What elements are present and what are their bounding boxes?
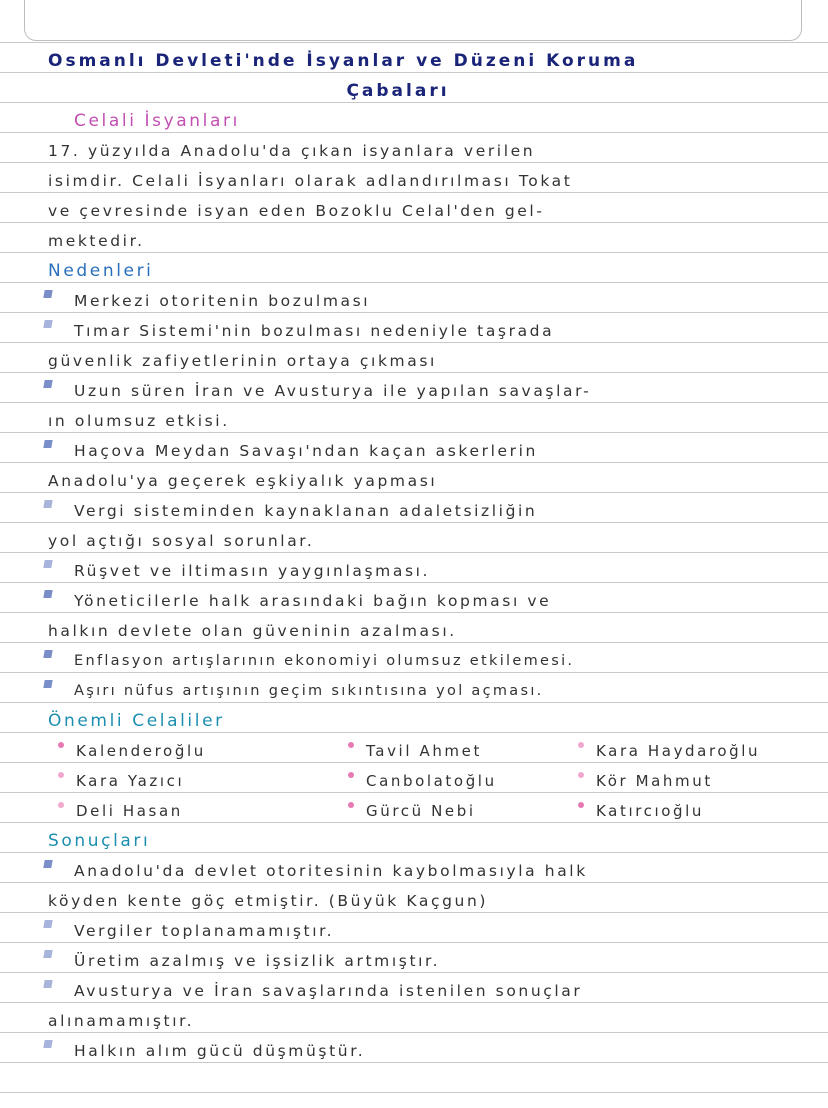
result-text: Halkın alım gücü düşmüştür. — [74, 1042, 366, 1060]
cause-item — [48, 646, 788, 676]
cause-text-cont: Anadolu'ya geçerek eşkiyalık yapması — [48, 472, 438, 490]
result-text: Anadolu'da devlet otoritesinin kaybolmasıyla halk — [74, 862, 588, 880]
celali-label: Tavil Ahmet — [366, 742, 482, 760]
square-bullet-icon — [43, 920, 52, 928]
result-text: Vergiler toplanamamıştır. — [74, 922, 335, 940]
dot-bullet-icon — [58, 802, 64, 808]
square-bullet-icon — [43, 860, 52, 868]
celali-name — [48, 766, 338, 796]
cause-item — [48, 316, 788, 346]
celali-label: Kalenderoğlu — [76, 742, 206, 760]
square-bullet-icon — [43, 440, 52, 448]
cause-item — [48, 556, 788, 586]
result-text: Üretim azalmış ve işsizlik artmıştır. — [74, 952, 441, 970]
square-bullet-icon — [43, 980, 52, 988]
cause-item — [48, 676, 788, 706]
result-item — [48, 916, 788, 946]
celali-name — [338, 796, 568, 826]
result-item — [48, 1036, 788, 1066]
celali-name — [338, 766, 568, 796]
celali-name — [48, 796, 338, 826]
dot-bullet-icon — [348, 802, 354, 808]
result-text: Avusturya ve İran savaşlarında istenilen sonuçlar — [74, 982, 583, 1000]
page-title: Osmanlı Devleti'nde İsyanlar ve Düzeni Koruma — [48, 51, 639, 71]
cause-text: Yöneticilerle halk arasındaki bağın kopması ve — [74, 592, 552, 610]
cause-text: Vergi sisteminden kaynaklanan adaletsizliğin — [74, 502, 538, 520]
square-bullet-icon — [43, 320, 52, 328]
cause-text: Merkezi otoritenin bozulması — [74, 292, 371, 310]
celali-name — [568, 766, 788, 796]
celali-label: Kara Haydaroğlu — [596, 742, 761, 760]
celali-name — [338, 736, 568, 766]
square-bullet-icon — [43, 650, 52, 658]
square-bullet-icon — [43, 1040, 52, 1048]
dot-bullet-icon — [58, 772, 64, 778]
dot-bullet-icon — [578, 742, 584, 748]
intro-line: ve çevresinde isyan eden Bozoklu Celal'den gel- — [48, 202, 545, 220]
square-bullet-icon — [43, 290, 52, 298]
dot-bullet-icon — [348, 772, 354, 778]
cause-text: Aşırı nüfus artışının geçim sıkıntısına yol açması. — [74, 683, 544, 699]
section-heading-onemli: Önemli Celaliler — [48, 711, 225, 731]
cause-text-cont: halkın devlete olan güveninin azalması. — [48, 622, 457, 640]
celali-label: Kara Yazıcı — [76, 772, 185, 790]
celali-label: Deli Hasan — [76, 802, 183, 820]
cause-item — [48, 286, 788, 316]
square-bullet-icon — [43, 500, 52, 508]
intro-line: mektedir. — [48, 232, 145, 250]
intro-line: isimdir. Celali İsyanları olarak adlandırılması Tokat — [48, 172, 573, 190]
dot-bullet-icon — [348, 742, 354, 748]
cause-item — [48, 436, 788, 466]
result-item — [48, 946, 788, 976]
celali-name — [48, 736, 338, 766]
celali-row — [48, 796, 788, 826]
square-bullet-icon — [43, 590, 52, 598]
celali-label: Gürcü Nebi — [366, 802, 476, 820]
square-bullet-icon — [43, 380, 52, 388]
square-bullet-icon — [43, 680, 52, 688]
celali-label: Katırcıoğlu — [596, 802, 705, 820]
celali-row — [48, 736, 788, 766]
section-heading-sonuclari: Sonuçları — [48, 831, 151, 851]
cause-text: Enflasyon artışlarının ekonomiyi olumsuz etkilemesi. — [74, 653, 575, 669]
page-top-border — [24, 0, 802, 41]
cause-text-cont: ın olumsuz etkisi. — [48, 412, 230, 430]
result-item — [48, 856, 788, 886]
square-bullet-icon — [43, 950, 52, 958]
dot-bullet-icon — [578, 772, 584, 778]
cause-item — [48, 496, 788, 526]
result-text-cont: alınamamıştır. — [48, 1012, 195, 1030]
page-title-cont: Çabaları — [346, 81, 450, 101]
celali-label: Kör Mahmut — [596, 772, 713, 790]
dot-bullet-icon — [58, 742, 64, 748]
cause-text: Uzun süren İran ve Avusturya ile yapılan savaşlar- — [74, 382, 592, 400]
cause-text-cont: yol açtığı sosyal sorunlar. — [48, 532, 315, 550]
cause-text: Tımar Sistemi'nin bozulması nedeniyle taşrada — [74, 322, 555, 340]
notes-content — [48, 46, 788, 1066]
square-bullet-icon — [43, 560, 52, 568]
result-text-cont: köyden kente göç etmiştir. (Büyük Kaçgun) — [48, 892, 489, 910]
cause-text: Haçova Meydan Savaşı'ndan kaçan askerlerin — [74, 442, 538, 460]
section-heading-celali: Celali İsyanları — [74, 111, 240, 131]
section-heading-nedenleri: Nedenleri — [48, 261, 154, 281]
intro-line: 17. yüzyılda Anadolu'da çıkan isyanlara verilen — [48, 142, 536, 160]
celali-label: Canbolatoğlu — [366, 772, 497, 790]
dot-bullet-icon — [578, 802, 584, 808]
celali-name — [568, 736, 788, 766]
cause-text-cont: güvenlik zafiyetlerinin ortaya çıkması — [48, 352, 437, 370]
celali-name — [568, 796, 788, 826]
cause-item — [48, 376, 788, 406]
cause-item — [48, 586, 788, 616]
celali-row — [48, 766, 788, 796]
cause-text: Rüşvet ve iltimasın yaygınlaşması. — [74, 562, 431, 580]
result-item — [48, 976, 788, 1006]
